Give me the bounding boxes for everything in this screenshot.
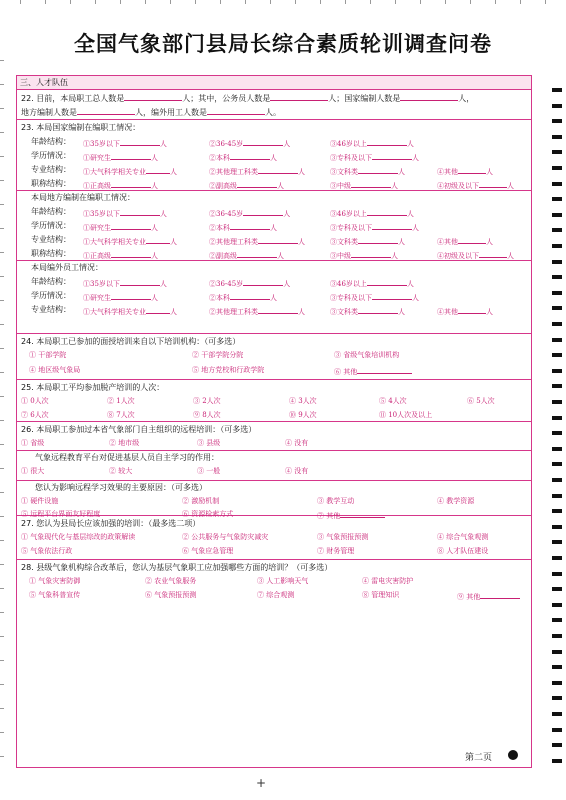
- question-27: [17, 516, 531, 560]
- q24-option-6[interactable]: ⑥ 其他: [334, 365, 412, 377]
- timing-mark: [552, 587, 562, 591]
- q23-option-a3[interactable]: ③46岁以上 人: [330, 277, 414, 289]
- q27-option-6[interactable]: ⑥ 气象应急管理: [182, 547, 234, 555]
- q25-option-4[interactable]: ④ 3人次: [289, 397, 317, 405]
- timing-mark: [552, 572, 562, 576]
- timing-mark: [552, 509, 562, 513]
- ruler-tick: [245, 0, 246, 4]
- timing-mark: [552, 182, 562, 186]
- timing-mark: [552, 275, 562, 279]
- q28-option-1[interactable]: ① 气象灾害防御: [29, 577, 81, 585]
- q23-row-label: 职称结构：: [31, 179, 71, 188]
- q25-option-11[interactable]: ⑪ 10人次及以上: [379, 411, 433, 419]
- q23-option-r1[interactable]: ①正高级 人: [83, 249, 158, 261]
- timing-mark: [552, 634, 562, 638]
- q23-option-a3[interactable]: ③46岁以上 人: [330, 207, 414, 219]
- ruler-tick: [120, 0, 121, 4]
- q25-title: 25. 本局职工平均参加脱产培训的人次：: [21, 383, 165, 392]
- timing-mark: [552, 135, 562, 139]
- q28-option-5[interactable]: ⑤ 气象科普宣传: [29, 591, 81, 599]
- total-staff-field[interactable]: [124, 92, 182, 101]
- ruler-tick: [95, 0, 96, 4]
- ruler-tick: [0, 156, 4, 157]
- ruler-tick: [295, 0, 296, 4]
- q23-row-label: 学历情况：: [31, 151, 71, 160]
- q23-option-m1[interactable]: ①大气科学相关专业 人: [83, 235, 177, 247]
- q27-option-1[interactable]: ① 气象现代化与基层综改的政策解读: [21, 533, 136, 541]
- q22-text-g: 人。: [265, 108, 281, 117]
- q27-option-8[interactable]: ⑧ 人才队伍建设: [437, 547, 489, 555]
- timing-mark: [552, 556, 562, 560]
- q23-option-r2[interactable]: ②副高级 人: [209, 249, 284, 261]
- section-header: 三、人才队伍: [17, 76, 531, 90]
- ruler-tick: [320, 0, 321, 4]
- q26c-option-3[interactable]: ③ 教学互动: [317, 497, 355, 505]
- timing-mark: [552, 400, 562, 404]
- q23-option-e3[interactable]: ③专科及以下 人: [330, 221, 419, 233]
- question-24: [17, 334, 531, 380]
- q23-option-r2[interactable]: ②副高级 人: [209, 179, 284, 191]
- ruler-tick: [0, 660, 4, 661]
- ruler-tick: [495, 0, 496, 4]
- q27-option-3[interactable]: ③ 气象预报预测: [317, 533, 369, 541]
- q27-option-2[interactable]: ② 公共服务与气象防灾减灾: [182, 533, 269, 541]
- q26b-option-1[interactable]: ① 很大: [21, 467, 45, 475]
- timing-mark: [552, 228, 562, 232]
- national-staff-field[interactable]: [400, 92, 458, 101]
- crosshair-mark: +: [256, 776, 267, 790]
- timing-mark: [552, 618, 562, 622]
- timing-mark: [552, 462, 562, 466]
- ruler-tick: [0, 444, 4, 445]
- q26-subtitle-2: 气象远程教育平台对促进基层人员自主学习的作用：: [35, 453, 219, 462]
- q23-option-m4[interactable]: ④其他 人: [437, 305, 493, 317]
- ruler-tick: [0, 132, 4, 133]
- ruler-tick: [270, 0, 271, 4]
- timing-mark: [552, 197, 562, 201]
- page-title: 全国气象部门县局长综合素质轮训调查问卷: [74, 31, 492, 56]
- q23-row-label: 专业结构：: [31, 305, 71, 314]
- q23-option-e3[interactable]: ③专科及以下 人: [330, 151, 419, 163]
- question-26: [17, 422, 531, 520]
- q26-option-4[interactable]: ④ 没有: [285, 439, 309, 447]
- q27-option-4[interactable]: ④ 综合气象观测: [437, 533, 489, 541]
- ruler-tick: [0, 588, 4, 589]
- timing-mark: [552, 213, 562, 217]
- q23-option-m2[interactable]: ②其他理工科类 人: [209, 305, 305, 317]
- ruler-tick: [0, 228, 4, 229]
- q28-option-6[interactable]: ⑥ 气象预报预测: [145, 591, 197, 599]
- questionnaire-frame: [16, 75, 532, 768]
- question-25: [17, 380, 531, 422]
- timing-mark: [552, 291, 562, 295]
- timing-mark: [552, 712, 562, 716]
- ruler-tick: [0, 468, 4, 469]
- q26-option-3[interactable]: ③ 县级: [197, 439, 221, 447]
- timing-mark: [552, 650, 562, 654]
- ruler-tick: [20, 0, 21, 4]
- ruler-tick: [70, 0, 71, 4]
- ruler-tick: [0, 612, 4, 613]
- q26b-option-4[interactable]: ④ 没有: [285, 467, 309, 475]
- q22-text-d: 人，: [458, 94, 475, 103]
- q23-option-e3[interactable]: ③专科及以下 人: [330, 291, 419, 303]
- q23-option-m1[interactable]: ①大气科学相关专业 人: [83, 165, 177, 177]
- ruler-tick: [445, 0, 446, 4]
- ruler-tick: [220, 0, 221, 4]
- q23-option-a1[interactable]: ①35岁以下 人: [83, 277, 167, 289]
- ruler-tick: [0, 324, 4, 325]
- q28-option-7[interactable]: ⑦ 综合观测: [257, 591, 295, 599]
- timing-mark: [552, 696, 562, 700]
- ruler-tick: [0, 540, 4, 541]
- question-23: [17, 120, 531, 334]
- q23-row-label: 年龄结构：: [31, 277, 71, 286]
- timing-mark: [552, 431, 562, 435]
- q23-option-r4[interactable]: ④初级及以下 人: [437, 249, 514, 261]
- q26c-option-7[interactable]: ⑦ 其他: [317, 509, 385, 521]
- timing-mark: [552, 322, 562, 326]
- q22-text-f: 人，编外用工人数是: [135, 108, 207, 117]
- timing-mark: [552, 525, 562, 529]
- q24-option-5[interactable]: ⑤ 地方党校和行政学院: [192, 366, 265, 374]
- q22-text-c: 人；国家编制人数是: [328, 94, 401, 103]
- q26b-option-2[interactable]: ② 较大: [109, 467, 133, 475]
- timing-mark: [552, 166, 562, 170]
- q23-option-m4[interactable]: ④其他 人: [437, 165, 493, 177]
- q23-option-e2[interactable]: ②本科 人: [209, 291, 277, 303]
- q23-option-a2[interactable]: ②36-45岁 人: [209, 277, 290, 289]
- q28-option-9[interactable]: ⑨ 其他: [457, 590, 520, 602]
- q23-subtitle: 23. 本局国家编制在编职工情况：: [21, 123, 141, 132]
- ruler-tick: [345, 0, 346, 4]
- ruler-tick: [0, 372, 4, 373]
- ruler-tick: [0, 252, 4, 253]
- ruler-tick: [0, 708, 4, 709]
- timing-mark: [552, 306, 562, 310]
- ruler-tick: [0, 636, 4, 637]
- q23-row-label: 学历情况：: [31, 291, 71, 300]
- q23-option-r4[interactable]: ④初级及以下 人: [437, 179, 514, 191]
- q23-option-m4[interactable]: ④其他 人: [437, 235, 493, 247]
- ruler-tick: [420, 0, 421, 4]
- q23-option-a1[interactable]: ①35岁以下 人: [83, 207, 167, 219]
- ruler-tick: [470, 0, 471, 4]
- timing-mark: [552, 743, 562, 747]
- q23-row-label: 职称结构：: [31, 249, 71, 258]
- ruler-tick: [195, 0, 196, 4]
- q25-option-1[interactable]: ① 0人次: [21, 397, 49, 405]
- page-number: 第二页: [465, 753, 493, 763]
- q23-subtitle: 本局编外员工情况：: [31, 263, 103, 272]
- ruler-tick: [0, 564, 4, 565]
- timing-mark: [552, 260, 562, 264]
- q23-option-m3[interactable]: ③文科类 人: [330, 305, 405, 317]
- q23-option-r3[interactable]: ③中级 人: [330, 179, 398, 191]
- q25-option-2[interactable]: ② 1人次: [107, 397, 135, 405]
- q23-option-m2[interactable]: ②其他理工科类 人: [209, 235, 305, 247]
- q22-text-e: 地方编制人数是: [21, 108, 77, 117]
- q25-option-3[interactable]: ③ 2人次: [193, 397, 221, 405]
- ruler-tick: [0, 204, 4, 205]
- q28-title: 28. 县级气象机构综合改革后，您认为基层气象职工应加强哪些方面的培训？（可多选）: [21, 563, 333, 572]
- q27-title: 27. 您认为县局长应该加强的培训：（最多选二项）: [21, 519, 201, 528]
- ruler-tick: [395, 0, 396, 4]
- ruler-tick: [0, 60, 4, 61]
- ruler-tick: [0, 84, 4, 85]
- q24-option-3[interactable]: ③ 省级气象培训机构: [334, 351, 400, 359]
- q26-subtitle-3: 您认为影响远程学习效果的主要原因：（可多选）: [35, 483, 207, 492]
- q23-option-a2[interactable]: ②36-45岁 人: [209, 137, 290, 149]
- ruler-tick: [0, 420, 4, 421]
- ruler-tick: [0, 300, 4, 301]
- timing-mark: [552, 119, 562, 123]
- q26c-option-5[interactable]: ⑤ 远程平台界面友好程度: [21, 510, 101, 518]
- q25-option-8[interactable]: ⑧ 7人次: [107, 411, 135, 419]
- question-28: [17, 560, 531, 620]
- timing-mark: [552, 353, 562, 357]
- q24-title: 24. 本局职工已参加的面授培训来自以下培训机构：（可多选）: [21, 337, 241, 346]
- contract-staff-field[interactable]: [207, 106, 265, 115]
- ruler-tick: [170, 0, 171, 4]
- timing-mark: [552, 88, 562, 92]
- q23-option-a3[interactable]: ③46岁以上 人: [330, 137, 414, 149]
- ruler-tick: [145, 0, 146, 4]
- registration-dot: [508, 750, 518, 760]
- q23-row-label: 专业结构：: [31, 165, 71, 174]
- ruler-tick: [0, 516, 4, 517]
- q26-title: 26. 本局职工参加过本省气象部门自主组织的远程培训：（可多选）: [21, 425, 257, 434]
- ruler-tick: [0, 396, 4, 397]
- timing-mark: [552, 150, 562, 154]
- timing-mark: [552, 244, 562, 248]
- ruler-tick: [0, 276, 4, 277]
- ruler-tick: [0, 756, 4, 757]
- timing-mark: [552, 540, 562, 544]
- timing-mark: [552, 603, 562, 607]
- q26c-option-6[interactable]: ⑥ 资源检索方式: [182, 510, 234, 518]
- ruler-tick: [0, 348, 4, 349]
- q23-option-a2[interactable]: ②36-45岁 人: [209, 207, 290, 219]
- q28-option-2[interactable]: ② 农业气象服务: [145, 577, 197, 585]
- q22-text-b: 人；其中，公务员人数是: [182, 94, 271, 103]
- q28-option-4[interactable]: ④ 雷电灾害防护: [362, 577, 414, 585]
- q23-row-label: 年龄结构：: [31, 137, 71, 146]
- q23-option-m1[interactable]: ①大气科学相关专业 人: [83, 305, 177, 317]
- q23-option-a1[interactable]: ①35岁以下 人: [83, 137, 167, 149]
- ruler-tick: [0, 108, 4, 109]
- q28-option-3[interactable]: ③ 人工影响天气: [257, 577, 309, 585]
- q23-option-m2[interactable]: ②其他理工科类 人: [209, 165, 305, 177]
- timing-mark: [552, 416, 562, 420]
- timing-mark: [552, 681, 562, 685]
- q23-row-label: 专业结构：: [31, 235, 71, 244]
- q23-option-e1[interactable]: ①研究生 人: [83, 151, 158, 163]
- ruler-tick: [0, 492, 4, 493]
- q27-option-5[interactable]: ⑤ 气象依法行政: [21, 547, 73, 555]
- q23-option-e2[interactable]: ②本科 人: [209, 221, 277, 233]
- ruler-tick: [0, 180, 4, 181]
- q26c-option-1[interactable]: ① 硬件设施: [21, 497, 59, 505]
- timing-mark: [552, 478, 562, 482]
- q23-subtitle: 本局地方编制在编职工情况：: [31, 193, 135, 202]
- timing-mark: [552, 759, 562, 763]
- timing-mark: [552, 369, 562, 373]
- ruler-tick: [0, 732, 4, 733]
- timing-mark: [552, 665, 562, 669]
- civil-servant-field[interactable]: [270, 92, 328, 101]
- timing-mark: [552, 384, 562, 388]
- q28-option-8[interactable]: ⑧ 管理知识: [362, 591, 400, 599]
- q26b-option-3[interactable]: ③ 一般: [197, 467, 221, 475]
- q23-option-r3[interactable]: ③中级 人: [330, 249, 398, 261]
- question-22: [17, 90, 531, 120]
- q23-option-e1[interactable]: ①研究生 人: [83, 291, 158, 303]
- q23-option-r1[interactable]: ①正高级 人: [83, 179, 158, 191]
- ruler-tick: [45, 0, 46, 4]
- q25-option-10[interactable]: ⑩ 9人次: [289, 411, 317, 419]
- ruler-tick: [545, 0, 546, 4]
- q24-option-4[interactable]: ④ 地区级气象局: [29, 366, 81, 374]
- q26-option-2[interactable]: ② 地市级: [109, 439, 140, 447]
- q26c-option-2[interactable]: ② 激励机制: [182, 497, 220, 505]
- q23-row-label: 学历情况：: [31, 221, 71, 230]
- q23-option-e1[interactable]: ①研究生 人: [83, 221, 158, 233]
- timing-mark: [552, 338, 562, 342]
- q25-option-6[interactable]: ⑥ 5人次: [467, 397, 495, 405]
- q22-text-a: 22. 目前，本局职工总人数是: [21, 94, 125, 103]
- q23-option-m3[interactable]: ③文科类 人: [330, 235, 405, 247]
- q26-option-1[interactable]: ① 省级: [21, 439, 45, 447]
- ruler-tick: [0, 684, 4, 685]
- timing-mark: [552, 728, 562, 732]
- timing-mark: [552, 104, 562, 108]
- timing-mark: [552, 447, 562, 451]
- q25-option-7[interactable]: ⑦ 6人次: [21, 411, 49, 419]
- ruler-tick: [370, 0, 371, 4]
- q23-row-label: 年龄结构：: [31, 207, 71, 216]
- timing-mark: [552, 494, 562, 498]
- ruler-tick: [520, 0, 521, 4]
- q26c-option-4[interactable]: ④ 教学资源: [437, 497, 475, 505]
- q27-option-7[interactable]: ⑦ 财务管理: [317, 547, 355, 555]
- q24-option-1[interactable]: ① 干部学院: [29, 351, 67, 359]
- q23-option-m3[interactable]: ③文科类 人: [330, 165, 405, 177]
- local-staff-field[interactable]: [77, 106, 135, 115]
- q23-option-e2[interactable]: ②本科 人: [209, 151, 277, 163]
- q24-option-2[interactable]: ② 干部学院分院: [192, 351, 244, 359]
- q25-option-5[interactable]: ⑤ 4人次: [379, 397, 407, 405]
- q25-option-9[interactable]: ⑨ 8人次: [193, 411, 221, 419]
